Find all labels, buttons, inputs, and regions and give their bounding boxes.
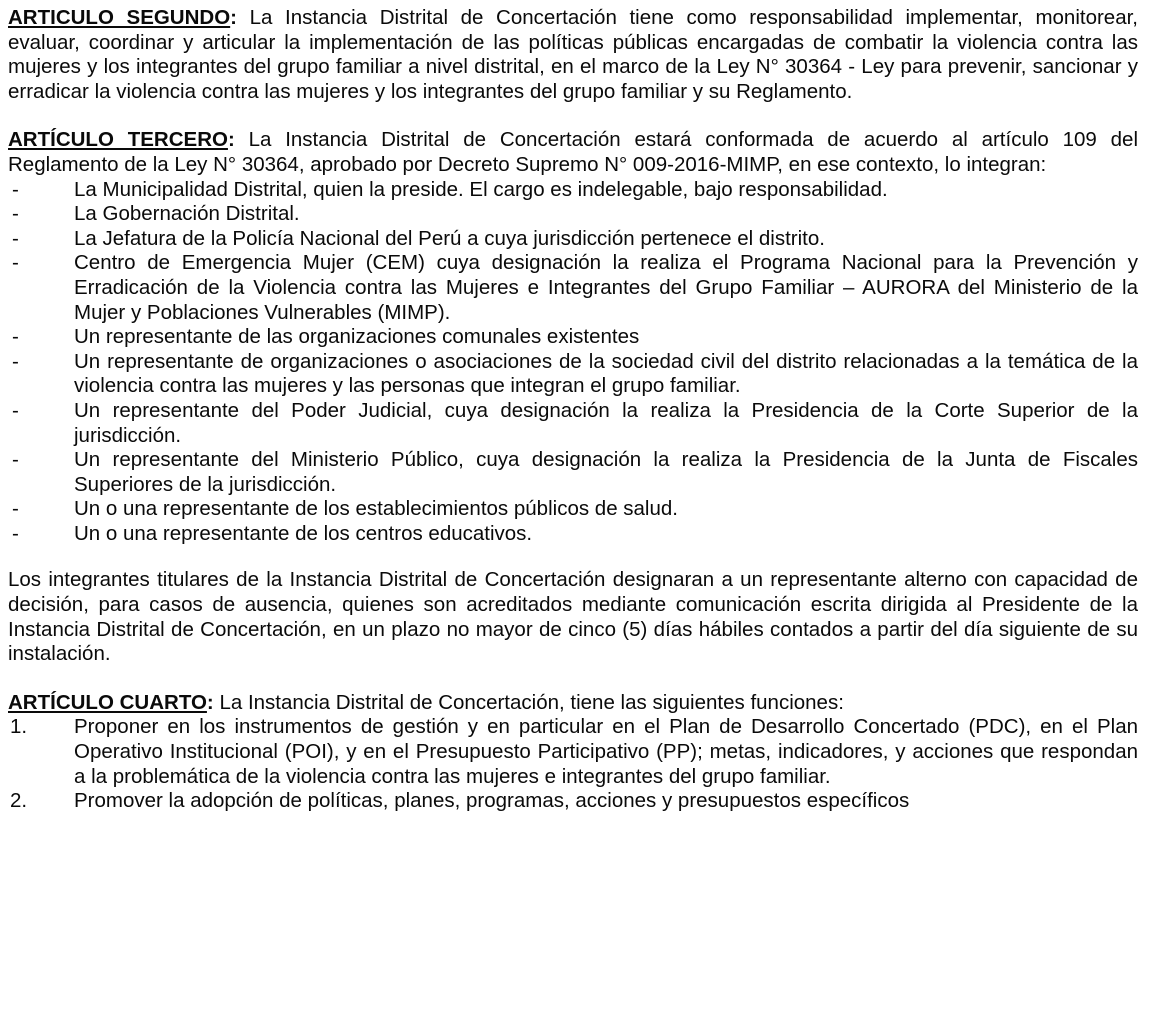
list-item: - Un representante del Ministerio Público, cuya designación la realiza la Presidencia de la Junta de Fiscales Superiores de la jurisdicción.	[12, 448, 1138, 496]
heading-colon: :	[230, 6, 237, 29]
list-item: - La Jefatura de la Policía Nacional del Perú a cuya jurisdicción pertenece el distrito.	[12, 226, 825, 250]
alternates-paragraph: Los integrantes titulares de la Instancia Distrital de Concertación designaran a un representante alterno con capacidad de decisión, para casos de ausencia, quienes son acreditados mediante comunicación escrita dirigida al Presidente de la Instancia Distrital de Concertación, en un plazo no mayor de cinco (5) días hábiles contados a partir del día siguiente de su instalación.	[8, 568, 1138, 666]
articulo-segundo-heading: ARTICULO SEGUNDO	[8, 6, 231, 29]
list-item: - Un representante del Poder Judicial, cuya designación la realiza la Presidencia de la Corte Superior de la jurisdicción.	[12, 398, 1138, 447]
dash-marker: -	[12, 226, 19, 250]
dash-marker: -	[12, 448, 19, 472]
list-number: 1.	[10, 715, 28, 739]
list-item: - La Gobernación Distrital.	[12, 202, 300, 226]
document-page	[8, 6, 1138, 814]
dash-marker: -	[12, 398, 19, 422]
list-number: 2.	[10, 789, 28, 813]
list-item: - La Municipalidad Distrital, quien la preside. El cargo es indelegable, bajo responsabilidad.	[12, 177, 888, 201]
list-item: - Un o una representante de los establecimientos públicos de salud.	[12, 497, 678, 521]
articulo-tercero-paragraph	[8, 128, 1138, 177]
list-item: - Un representante de organizaciones o asociaciones de la sociedad civil del distrito relacionadas a la temática de la violencia contra las mujeres y las personas que integran el grupo familiar.	[12, 349, 1138, 398]
articulo-cuarto-text: La Instancia Distrital de Concertación, tiene las siguientes funciones:	[213, 690, 844, 714]
dash-marker: -	[12, 177, 19, 201]
articulo-tercero-heading: ARTÍCULO TERCERO	[8, 128, 228, 152]
dash-marker: -	[12, 251, 19, 275]
dash-marker: -	[12, 521, 19, 545]
dash-marker: -	[12, 497, 19, 521]
heading-colon: :	[206, 690, 214, 714]
heading-colon: :	[227, 128, 235, 152]
list-item: 2. Promover la adopción de políticas, planes, programas, acciones y presupuestos específicos	[10, 789, 910, 813]
members-list	[8, 178, 1138, 547]
articulo-segundo-paragraph	[8, 6, 1138, 104]
articulo-segundo-text: La Instancia Distrital de Concertación tiene como responsabilidad implementar, monitorear, evaluar, coordinar y articular la implementación de las políticas públicas encargadas de combatir la violencia contra las mujeres y los integrantes del grupo familiar a nivel distrital, en el marco de la Ley N° 30364 - Ley para prevenir, sancionar y erradicar la violencia contra las mujeres y los integrantes del grupo familiar y su Reglamento.	[8, 6, 1138, 103]
list-item: - Un o una representante de los centros educativos.	[12, 521, 533, 545]
dash-marker: -	[12, 325, 19, 349]
functions-list	[8, 715, 1138, 813]
articulo-tercero-text: La Instancia Distrital de Concertación estará conformada de acuerdo al artículo 109 del Reglamento de la Ley N° 30364, aprobado por Decreto Supremo N° 009-2016-MIMP, en ese contexto, lo integran:	[8, 128, 1138, 176]
list-item: - Centro de Emergencia Mujer (CEM) cuya designación la realiza el Programa Nacional para la Prevención y Erradicación de la Violencia contra las Mujeres e Integrantes del Grupo Familiar – AURORA del Ministerio de la Mujer y Poblaciones Vulnerables (MIMP).	[12, 251, 1138, 324]
dash-marker: -	[12, 349, 19, 373]
articulo-cuarto-heading: ARTÍCULO CUARTO	[8, 690, 207, 714]
articulo-cuarto-paragraph	[8, 691, 1138, 716]
list-item: - Un representante de las organizaciones comunales existentes	[12, 325, 640, 349]
list-item: 1. Proponer en los instrumentos de gestión y en particular en el Plan de Desarrollo Concertado (PDC), en el Plan Operativo Institucional (POI), y en el Presupuesto Participativo (PP); metas, indicadores, y acciones que respondan a la problemática de la violencia contra las mujeres e integrantes del grupo familiar.	[10, 715, 1138, 788]
dash-marker: -	[12, 202, 19, 226]
